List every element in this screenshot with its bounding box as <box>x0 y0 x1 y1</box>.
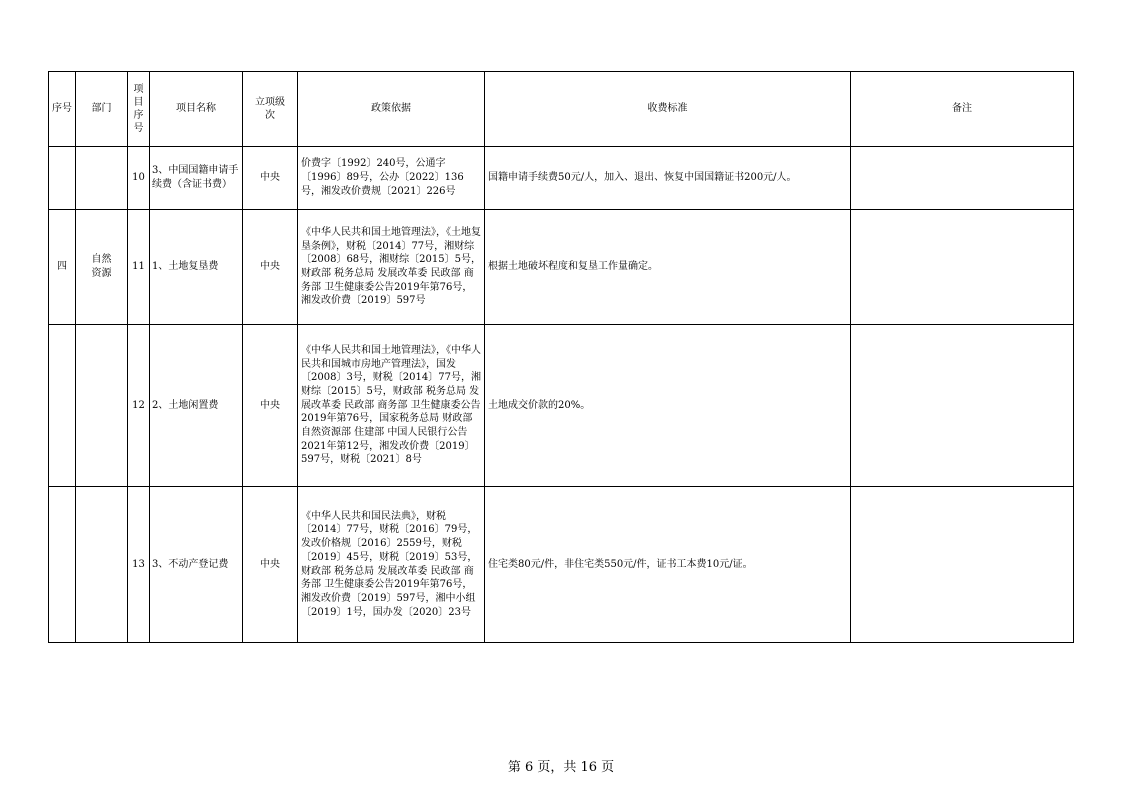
cell-seq <box>49 147 76 210</box>
cell-remark <box>851 487 1074 643</box>
cell-policy: 《中华人民共和国土地管理法》，《中华人民共和国城市房地产管理法》，国发〔2008〕3号，财税〔2014〕77号，湘财综〔2015〕5号，财政部 税务总局 发展改革委 民政部 商务部 卫生健康委公告2019年第76号，国家税务总局 财政部 自然资源部 住建部 中国人民银行公告2021年第12号，湘发改价费〔2019〕597号，财税〔2021〕8号 <box>298 325 485 487</box>
cell-policy: 《中华人民共和国土地管理法》，《土地复垦条例》，财税〔2014〕77号，湘财综〔2008〕68号，湘财综〔2015〕5号，财政部 税务总局 发展改革委 民政部 商务部 卫生健康委公告2019年第76号，湘发改价费〔2019〕597号 <box>298 210 485 325</box>
cell-name: 3、不动产登记费 <box>150 487 243 643</box>
header-remark: 备注 <box>851 72 1074 147</box>
cell-item-no: 13 <box>128 487 150 643</box>
header-name: 项目名称 <box>150 72 243 147</box>
cell-item-no: 12 <box>128 325 150 487</box>
cell-seq <box>49 325 76 487</box>
cell-remark <box>851 325 1074 487</box>
header-standard: 收费标准 <box>485 72 851 147</box>
fee-table <box>48 71 1074 643</box>
table-row <box>49 325 1074 487</box>
cell-dept <box>76 147 128 210</box>
cell-name: 1、土地复垦费 <box>150 210 243 325</box>
cell-remark <box>851 210 1074 325</box>
cell-standard: 住宅类80元/件，非住宅类550元/件，证书工本费10元/证。 <box>485 487 851 643</box>
cell-name: 3、中国国籍申请手续费（含证书费） <box>150 147 243 210</box>
cell-seq <box>49 487 76 643</box>
cell-dept <box>76 325 128 487</box>
cell-level: 中央 <box>243 210 298 325</box>
header-item-no: 项目序号 <box>128 72 150 147</box>
cell-dept: 自然资源 <box>76 210 128 325</box>
cell-standard: 土地成交价款的20%。 <box>485 325 851 487</box>
cell-item-no: 10 <box>128 147 150 210</box>
table-row <box>49 210 1074 325</box>
cell-remark <box>851 147 1074 210</box>
header-dept: 部门 <box>76 72 128 147</box>
header-seq: 序号 <box>49 72 76 147</box>
cell-level: 中央 <box>243 325 298 487</box>
cell-item-no: 11 <box>128 210 150 325</box>
cell-seq: 四 <box>49 210 76 325</box>
cell-level: 中央 <box>243 147 298 210</box>
cell-level: 中央 <box>243 487 298 643</box>
cell-standard: 根据土地破坏程度和复垦工作量确定。 <box>485 210 851 325</box>
cell-standard: 国籍申请手续费50元/人，加入、退出、恢复中国国籍证书200元/人。 <box>485 147 851 210</box>
table-header-row <box>49 72 1074 147</box>
cell-policy: 价费字〔1992〕240号，公通字〔1996〕89号，公办〔2022〕136号，湘发改价费规〔2021〕226号 <box>298 147 485 210</box>
header-policy: 政策依据 <box>298 72 485 147</box>
page-number: 第 6 页，共 16 页 <box>507 760 615 775</box>
cell-name: 2、土地闲置费 <box>150 325 243 487</box>
table-row <box>49 147 1074 210</box>
table-row <box>49 487 1074 643</box>
cell-dept <box>76 487 128 643</box>
cell-policy: 《中华人民共和国民法典》，财税〔2014〕77号，财税〔2016〕79号，发改价格规〔2016〕2559号，财税〔2019〕45号，财税〔2019〕53号，财政部 税务总局 发展改革委 民政部 商务部 卫生健康委公告2019年第76号，湘发改价费〔2019〕597号，湘中小组〔2019〕1号，国办发〔2020〕23号 <box>298 487 485 643</box>
header-level: 立项级次 <box>243 72 298 147</box>
